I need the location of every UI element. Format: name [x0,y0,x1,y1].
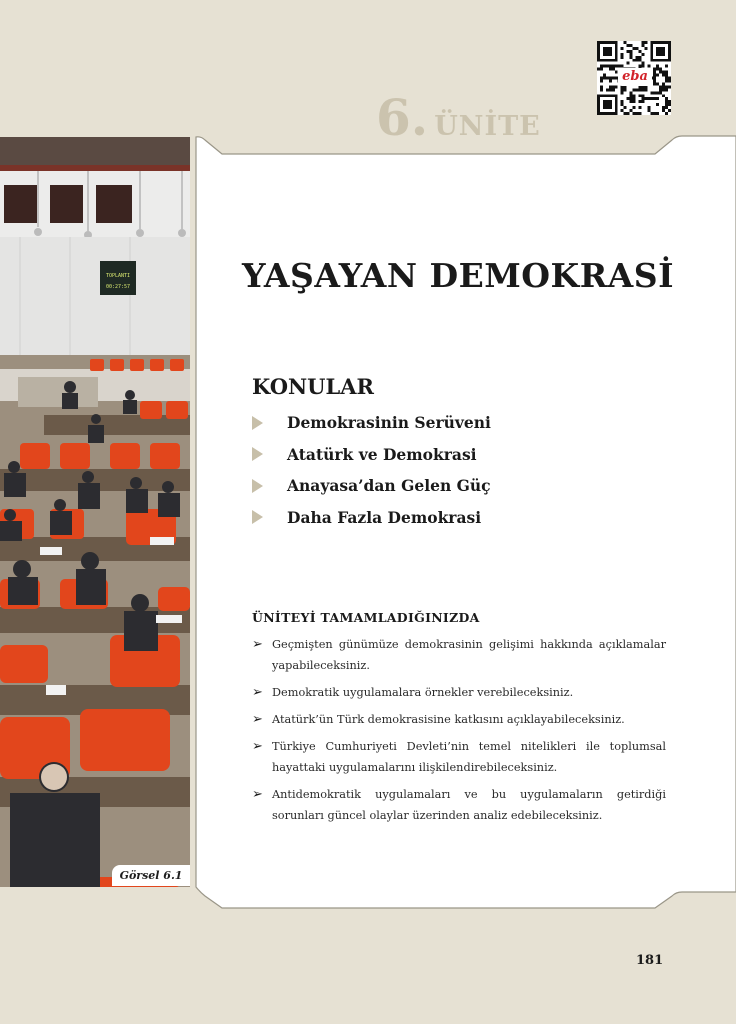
triangle-bullet-icon [252,510,263,524]
topic-label: Demokrasinin Serüveni [287,413,491,433]
arrowhead-bullet-icon: ➢ [252,787,263,802]
parliament-photo [0,137,190,887]
board-line1: TOPLANTI [105,273,131,279]
triangle-bullet-icon [252,447,263,461]
outcome-item [252,682,666,703]
topic-item [252,407,491,439]
topic-item [252,439,491,471]
outcome-item [252,709,666,730]
qr-code[interactable] [597,41,671,115]
outcome-text: Geçmişten günümüze demokrasinin gelişimi hakkında açıklamalar yapabileceksiniz. [272,638,666,672]
arrowhead-bullet-icon: ➢ [252,637,263,652]
triangle-bullet-icon [252,479,263,493]
outcomes-heading: ÜNİTEYİ TAMAMLADIĞINIZDA [252,610,480,625]
outcome-text: Türkiye Cumhuriyeti Devleti’nin temel nitelikleri ile toplumsal hayattaki uygulamalarını ilişkilendirebileceksiniz. [272,740,666,774]
outcome-item [252,736,666,778]
outcome-item [252,784,666,826]
unit-number: 6 [376,88,411,147]
arrowhead-bullet-icon: ➢ [252,685,263,700]
unit-title: YAŞAYAN DEMOKRASİ [241,256,675,295]
topic-label: Anayasa’dan Gelen Güç [287,476,491,496]
triangle-bullet-icon [252,416,263,430]
topic-item [252,470,491,502]
page-number: 181 [636,953,664,968]
photo-caption: Görsel 6.1 [112,865,190,886]
unit-dot: . [410,88,429,147]
eba-logo: eba [618,68,652,86]
arrowhead-bullet-icon: ➢ [252,739,263,754]
topic-label: Daha Fazla Demokrasi [287,507,482,527]
outcomes-list [252,634,666,832]
arrowhead-bullet-icon: ➢ [252,712,263,727]
topic-label: Atatürk ve Demokrasi [287,444,477,464]
topic-item [252,502,491,534]
board-line2: 00:27:57 [105,284,131,290]
outcome-text: Atatürk’ün Türk demokrasisine katkısını açıklayabileceksiniz. [272,713,625,726]
topics-heading: KONULAR [252,374,375,399]
outcome-text: Demokratik uygulamalara örnekler verebileceksiniz. [272,686,574,699]
outcome-item [252,634,666,676]
topics-list [252,407,491,533]
unit-word: ÜNİTE [434,111,541,142]
outcome-text: Antidemokratik uygulamaları ve bu uygulamaların getirdiği sorunları güncel olaylar üzerinden analiz edebileceksiniz. [272,788,666,822]
